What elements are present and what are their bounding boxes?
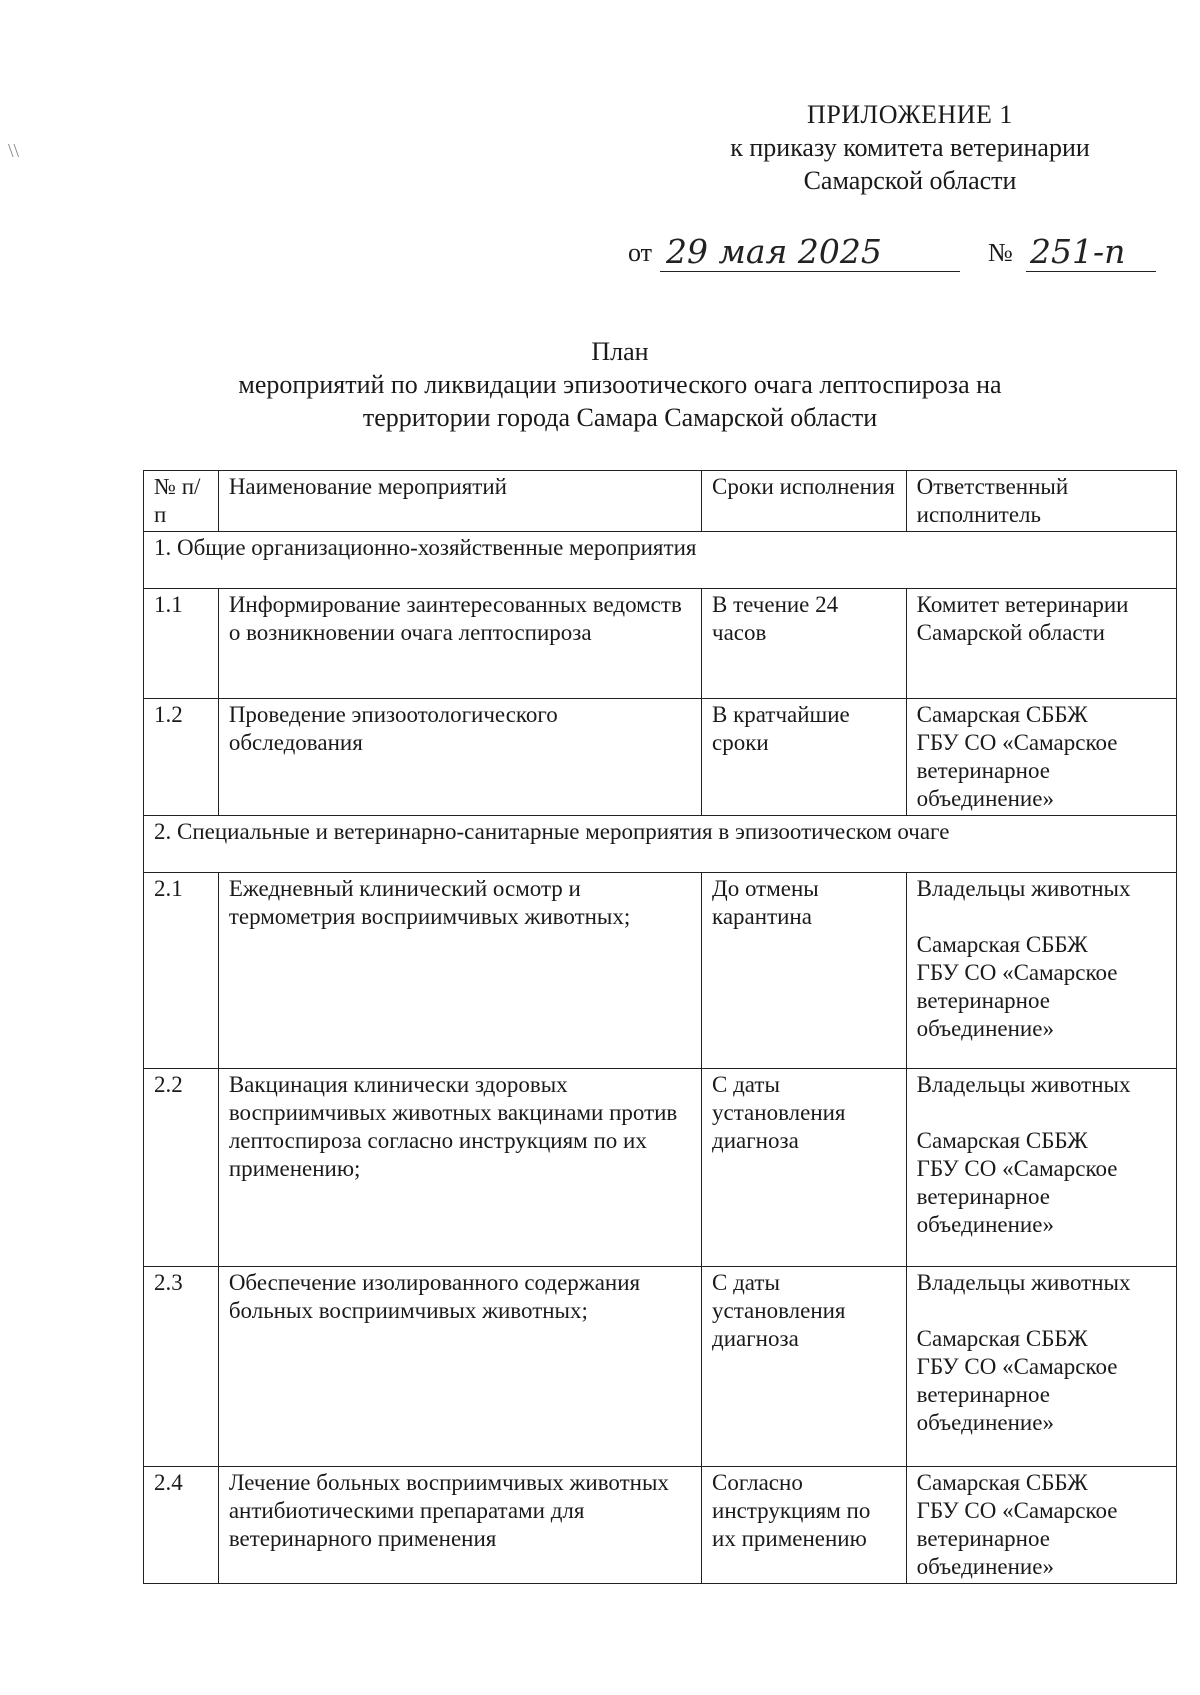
plan-title-block [160, 335, 1080, 434]
header-term: Сроки исполнения [702, 471, 907, 532]
section-row [144, 816, 1177, 873]
responsible-line: Владельцы животных [916, 876, 1131, 901]
row-number: 2.3 [144, 1267, 219, 1467]
annex-line-1: к приказу комитета ветеринарии [730, 133, 1090, 162]
order-date-handwritten: 29 мая 2025 [666, 232, 882, 271]
plan-table [143, 470, 1177, 1584]
row-number: 2.2 [144, 1069, 219, 1267]
responsible-line: ГБУ СО «Самарское ветеринарное объединение» [916, 730, 1118, 811]
responsible-line: Владельцы животных [916, 1270, 1131, 1295]
responsible-line: Самарская СББЖ [916, 1128, 1088, 1153]
responsible-gap [917, 903, 1166, 931]
header-name: Наименование мероприятий [218, 471, 701, 532]
responsible-line: ГБУ СО «Самарское ветеринарное объединение» [916, 1354, 1118, 1435]
row-term: С даты установления диагноза [702, 1267, 907, 1467]
responsible-line: ГБУ СО «Самарское ветеринарное объединение» [916, 960, 1118, 1041]
row-number: 2.4 [144, 1467, 219, 1584]
plan-subtitle-line-2: территории города Самара Самарской области [362, 403, 878, 432]
row-name: Обеспечение изолированного содержания больных восприимчивых животных; [218, 1267, 701, 1467]
row-responsible [906, 589, 1176, 699]
responsible-gap [917, 1099, 1166, 1127]
row-responsible [906, 1467, 1176, 1584]
row-responsible [906, 1069, 1176, 1267]
row-term: С даты установления диагноза [702, 1069, 907, 1267]
section-title: 1. Общие организационно-хозяйственные мероприятия [144, 532, 1177, 589]
table-row [144, 1069, 1177, 1267]
table-row [144, 1267, 1177, 1467]
annex-line-2: Самарской области [803, 166, 1017, 195]
row-term: Согласно инструкциям по их применению [702, 1467, 907, 1584]
annex-header [700, 98, 1120, 197]
order-number-label: № [988, 238, 1013, 267]
row-term: До отмены карантина [702, 873, 907, 1069]
order-reference [628, 232, 1168, 272]
responsible-line: ГБУ СО «Самарское ветеринарное объединение» [916, 1498, 1118, 1579]
plan-subtitle-line-1: мероприятий по ликвидации эпизоотического очага лептоспироза на [238, 370, 1002, 399]
row-name: Лечение больных восприимчивых животных антибиотическими препаратами для ветеринарного применения [218, 1467, 701, 1584]
header-number: № п/п [144, 471, 219, 532]
plan-heading: План [591, 337, 649, 366]
row-name: Ежедневный клинический осмотр и термометрия восприимчивых животных; [218, 873, 701, 1069]
scan-mark: \\ [8, 140, 20, 162]
section-row [144, 532, 1177, 589]
row-term: В течение 24 часов [702, 589, 907, 699]
order-from-label: от [628, 238, 653, 267]
responsible-line: Самарская СББЖ [916, 932, 1088, 957]
responsible-line: Комитет ветеринарии Самарской области [916, 592, 1129, 645]
header-responsible: Ответственный исполнитель [906, 471, 1176, 532]
row-name: Вакцинация клинически здоровых восприимчивых животных вакцинами против лептоспироза согласно инструкциям по их применению; [218, 1069, 701, 1267]
row-name: Информирование заинтересованных ведомств о возникновении очага лептоспироза [218, 589, 701, 699]
table-header-row [144, 471, 1177, 532]
responsible-line: ГБУ СО «Самарское ветеринарное объединение» [916, 1156, 1118, 1237]
row-number: 1.2 [144, 699, 219, 816]
responsible-line: Самарская СББЖ [916, 1470, 1088, 1495]
table-row [144, 873, 1177, 1069]
number-underline [1026, 271, 1156, 272]
responsible-line: Самарская СББЖ [916, 1326, 1088, 1351]
row-responsible [906, 699, 1176, 816]
responsible-gap [917, 1297, 1166, 1325]
responsible-line: Владельцы животных [916, 1072, 1131, 1097]
row-term: В кратчайшие сроки [702, 699, 907, 816]
row-responsible [906, 1267, 1176, 1467]
row-number: 2.1 [144, 873, 219, 1069]
date-underline [660, 271, 960, 272]
order-number-handwritten: 251-п [1030, 232, 1126, 271]
responsible-line: Самарская СББЖ [916, 702, 1088, 727]
section-title: 2. Специальные и ветеринарно-санитарные мероприятия в эпизоотическом очаге [144, 816, 1177, 873]
table-row [144, 1467, 1177, 1584]
annex-title: ПРИЛОЖЕНИЕ 1 [807, 100, 1013, 129]
row-number: 1.1 [144, 589, 219, 699]
table-row [144, 699, 1177, 816]
row-name: Проведение эпизоотологического обследования [218, 699, 701, 816]
table-row [144, 589, 1177, 699]
row-responsible [906, 873, 1176, 1069]
